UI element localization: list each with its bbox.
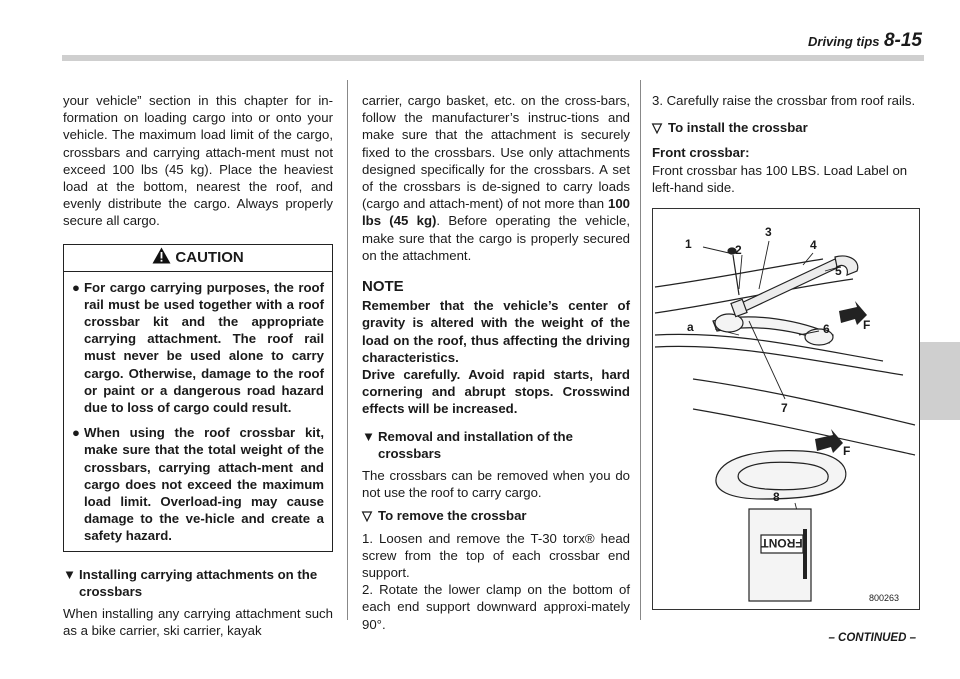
- caution-box: [63, 244, 333, 552]
- filled-triangle-icon: ▼: [63, 566, 77, 582]
- header-rule: [62, 55, 924, 61]
- caution-bullet-text: For cargo carrying purposes, the roof rail must be used together with a roof crossbar kit and the appropriate carrying attachment. The roof rail must never be used alone to carry cargo. Otherwise, damage to the roof or paint or a dangerous road hazard due to loss of cargo could result.: [84, 279, 324, 416]
- caution-bullet: [72, 279, 324, 417]
- step-1: 1. Loosen and remove the T-30 torx® head screw from the top of each crossbar end support.: [362, 530, 630, 581]
- load-label-panel: [749, 509, 811, 601]
- clamp-detail: [716, 451, 846, 499]
- page-number: 8-15: [883, 30, 922, 51]
- callout-7: 7: [781, 401, 788, 415]
- column-2: [362, 92, 630, 639]
- front-crossbar-text: Front crossbar has 100 LBS. Load Label on left-hand side.: [652, 162, 908, 195]
- callout-8: 8: [773, 490, 780, 504]
- leader-lines: [703, 241, 839, 549]
- front-crossbar-label: Front crossbar:: [652, 145, 750, 161]
- note-text-2: Drive carefully. Avoid rapid starts, hard cornering and abrupt stops. Crosswind effects will be increased.: [362, 367, 630, 417]
- front-label-text: FRONT: [761, 536, 803, 550]
- sub-heading-text: To install the crossbar: [668, 120, 808, 136]
- sub-heading: [652, 119, 920, 136]
- header-title: Driving tips: [808, 34, 880, 49]
- warning-icon: [152, 247, 171, 264]
- roof-rail: [713, 314, 833, 345]
- step-2: 2. Rotate the lower clamp on the bottom of each end support downward approxi-mately 90°.: [362, 582, 630, 632]
- callout-5: 5: [835, 264, 842, 278]
- callout-f: F: [863, 318, 871, 332]
- section-heading: [63, 566, 333, 600]
- attachment-text-b: . Before operating the vehicle, make sure that the cargo is properly secured on the attachment.: [362, 213, 630, 263]
- intro-paragraph: your vehicle” section in this chapter for in-formation on loading cargo into or onto your vehicle. The maximum load limit of the cargo, crossbars and carrying attach-ment must not exceed 100 lbs (45 kg). Place the heaviest load at the bottom, nearest the roof, and evenly distribute the cargo. Always properly secure all cargo.: [63, 93, 333, 229]
- crossbar-illustration: [653, 209, 919, 609]
- removal-paragraph: The crossbars can be removed when you do not use the roof to carry cargo.: [362, 468, 630, 501]
- caution-title: CAUTION: [175, 248, 244, 266]
- crossbar-figure: [652, 208, 920, 610]
- section-heading-text: Removal and installation of the crossbars: [378, 428, 573, 461]
- caution-bullet: [72, 424, 324, 544]
- column-divider: [640, 80, 641, 620]
- column-divider: [347, 80, 348, 620]
- filled-triangle-icon: ▼: [362, 428, 376, 444]
- sub-heading-text: To remove the crossbar: [378, 508, 527, 524]
- bullet-icon: ●: [72, 425, 80, 441]
- section-heading: [362, 428, 630, 462]
- callout-1: 1: [685, 237, 692, 251]
- caution-header: [64, 245, 332, 272]
- open-triangle-icon: ▽: [362, 508, 373, 524]
- front-label: [761, 536, 803, 550]
- callout-3: 3: [765, 225, 772, 239]
- section-heading-text: Installing carrying attachments on the crossbars: [79, 566, 318, 599]
- column-1: [63, 92, 333, 645]
- attachment-paragraph: [362, 92, 630, 264]
- front-arrow-icon: [815, 429, 843, 453]
- open-triangle-icon: ▽: [652, 120, 663, 136]
- step-3: 3. Carefully raise the crossbar from roof rails.: [652, 93, 916, 108]
- callout-a: a: [687, 320, 694, 334]
- attachment-text-a: carrier, cargo basket, etc. on the cross-bars, follow the manufacturer’s instruc-tions and make sure that the attachment is securely fixed to the crossbars. Use only attachments designed specifically for the crossbars. A set of the crossbars is de-signed to carry loads (cargo and attach-ment) of not more than: [362, 93, 630, 212]
- continued-footer: – CONTINUED –: [828, 632, 916, 644]
- column-3: [652, 92, 920, 196]
- callout-4: 4: [810, 238, 817, 252]
- page-header: [808, 30, 922, 52]
- section-paragraph: When installing any carrying attachment such as a bike carrier, ski carrier, kayak: [63, 606, 333, 639]
- bullet-icon: ●: [72, 279, 80, 295]
- note-text-1: Remember that the vehicle’s center of gravity is altered with the weight of the load on the roof, thus affecting the driving characteristics.: [362, 298, 630, 365]
- section-tab: [920, 342, 960, 420]
- callout-2: 2: [735, 243, 742, 257]
- caution-bullet-text: When using the roof crossbar kit, make sure that the total weight of the crossbars, carrying attach-ment and cargo does not exceed the maximum load limit. Overload-ing may cause damage to the ve-hicle and create a safety hazard.: [84, 425, 324, 544]
- load-limit: 100 lbs (45 kg): [362, 196, 630, 229]
- callout-6: 6: [823, 322, 830, 336]
- callout-f: F: [843, 444, 851, 458]
- figure-code: 800263: [868, 593, 899, 603]
- note-title: NOTE: [362, 278, 404, 296]
- sub-heading: [362, 507, 630, 524]
- caution-content: [64, 272, 332, 551]
